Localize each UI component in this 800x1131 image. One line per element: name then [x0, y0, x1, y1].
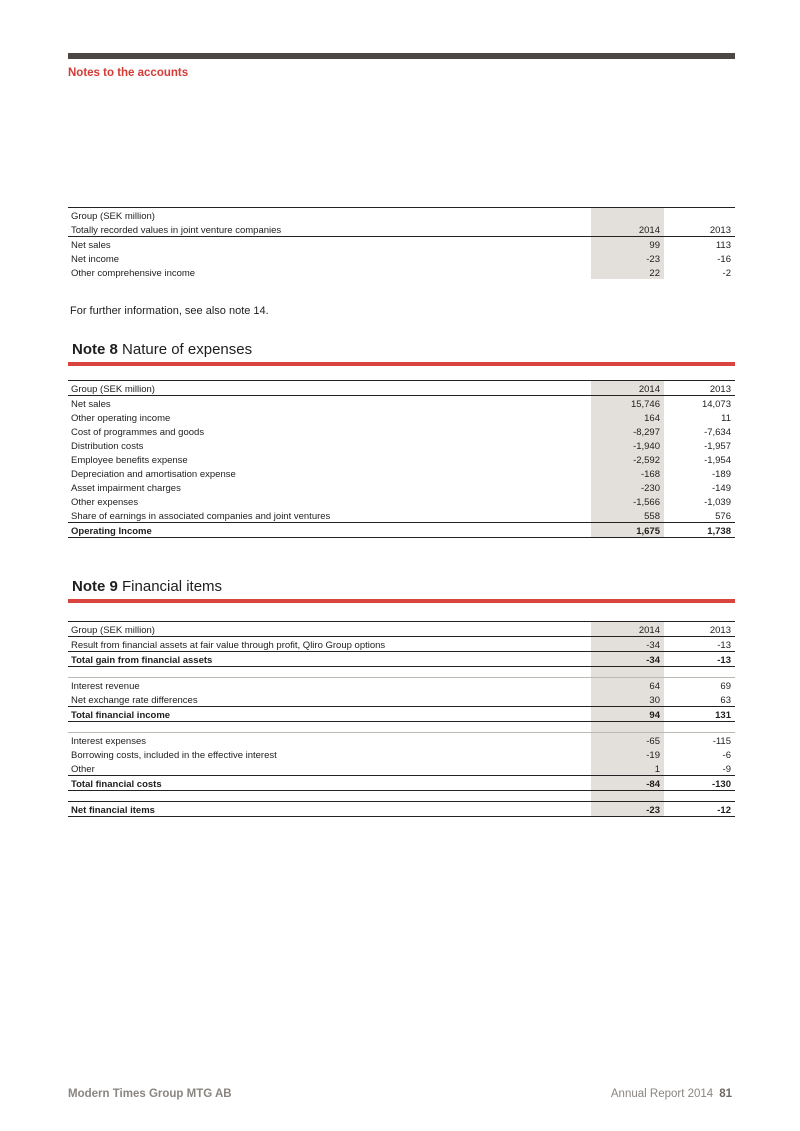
year-2013-header: 2013 [664, 622, 735, 637]
value-2014: 558 [591, 508, 664, 523]
table-row [68, 678, 735, 693]
row-label: Other operating income [71, 413, 171, 424]
value-2013: -2 [722, 268, 731, 279]
table-row [68, 747, 735, 761]
row-label: Other [71, 764, 95, 775]
row-label: Net exchange rate differences [71, 695, 198, 706]
table-row [68, 237, 735, 252]
total-label: Operating Income [68, 523, 591, 538]
table-row [68, 508, 735, 523]
table-row [68, 733, 735, 748]
year-2014-header: 2014 [591, 622, 664, 637]
value-2013: -1,039 [704, 497, 731, 508]
note-title: Financial items [122, 578, 223, 595]
subtotal-label: Total gain from financial assets [68, 652, 591, 667]
subtotal-2014: -84 [591, 776, 664, 791]
row-label: Borrowing costs, included in the effective interest [71, 750, 277, 761]
note-number: Note 8 [72, 341, 118, 358]
table-row [68, 692, 735, 707]
value-2013: -7,634 [704, 427, 731, 438]
value-2014: -168 [591, 466, 664, 480]
value-2014: -1,940 [591, 438, 664, 452]
table-row [68, 761, 735, 776]
footer-company: Modern Times Group MTG AB [68, 1088, 232, 1100]
table-header-row [68, 622, 735, 637]
row-label: Other expenses [71, 497, 139, 508]
subtotal-label: Total financial income [68, 707, 591, 722]
row-label: Depreciation and amortisation expense [71, 469, 236, 480]
value-2014: 22 [591, 265, 664, 279]
subtotal-2013: -130 [664, 776, 735, 791]
table-header-row [68, 208, 735, 223]
row-label: Interest revenue [68, 678, 591, 693]
row-label: Result from financial assets at fair value through profit, Qliro Group options [71, 640, 386, 651]
table-row [68, 396, 735, 411]
subtotal-2013: -13 [664, 652, 735, 667]
value-2014: -34 [591, 637, 664, 652]
value-2013: -6 [722, 750, 731, 761]
row-label: Other comprehensive income [71, 268, 196, 279]
value-2013: -149 [711, 483, 731, 494]
total-2013: 1,738 [664, 523, 735, 538]
total-row [68, 523, 735, 538]
value-2014: 99 [591, 237, 664, 252]
table-row [68, 410, 735, 424]
value-2014: 1 [591, 761, 664, 776]
table-row [68, 494, 735, 508]
row-label: Interest expenses [68, 733, 591, 748]
row-label: Distribution costs [71, 441, 144, 452]
note-9-heading [72, 578, 222, 595]
value-2014: -19 [591, 747, 664, 761]
table-row [68, 424, 735, 438]
value-2014: 164 [591, 410, 664, 424]
net-total-2013: -12 [664, 802, 735, 817]
table-header-row [68, 381, 735, 396]
row-label: Share of earnings in associated companies and joint ventures [71, 511, 331, 522]
net-total-label: Net financial items [68, 802, 591, 817]
value-2014: -65 [591, 733, 664, 748]
value-2014: 64 [591, 678, 664, 693]
joint-venture-table [68, 207, 735, 279]
value-2014: -1,566 [591, 494, 664, 508]
row-label: Employee benefits expense [71, 455, 188, 466]
row-label: Net income [71, 254, 120, 265]
table-row [68, 637, 735, 652]
value-2013: -1,954 [704, 455, 731, 466]
net-total-row [68, 802, 735, 817]
table-row [68, 251, 735, 265]
table-header-label: Group (SEK million) [68, 622, 591, 637]
nature-of-expenses-table [68, 380, 735, 538]
row-label: Net sales [71, 240, 111, 251]
table-row [68, 452, 735, 466]
financial-items-table [68, 621, 735, 817]
value-2013: -16 [717, 254, 731, 265]
value-2013: 11 [721, 413, 731, 424]
value-2013: -9 [722, 764, 731, 775]
value-2013: -13 [717, 640, 731, 651]
value-2013: -1,957 [704, 441, 731, 452]
row-label: Asset impairment charges [71, 483, 181, 494]
year-2013-header: 2013 [664, 222, 735, 237]
value-2013: 69 [664, 678, 735, 693]
note-title: Nature of expenses [122, 341, 253, 358]
footer-report-title: Annual Report 2014 [610, 1088, 714, 1100]
table-row [68, 466, 735, 480]
subtotal-2014: -34 [591, 652, 664, 667]
value-2014: -23 [591, 251, 664, 265]
note-8-rule [68, 362, 735, 366]
page-number: 81 [719, 1088, 732, 1100]
table-header-label: Group (SEK million) [68, 381, 591, 396]
table-row [68, 480, 735, 494]
note-8-heading [72, 341, 252, 358]
value-2014: -2,592 [591, 452, 664, 466]
value-2013: 63 [720, 695, 731, 706]
table-row [68, 265, 735, 279]
value-2013: -115 [664, 733, 735, 748]
subtotal-row [68, 776, 735, 791]
header-rule [68, 53, 735, 59]
subtotal-2013: 131 [664, 707, 735, 722]
net-total-2014: -23 [591, 802, 664, 817]
footnote: For further information, see also note 14. [70, 305, 269, 317]
note-number: Note 9 [72, 578, 118, 595]
value-2014: -8,297 [591, 424, 664, 438]
value-2013: 14,073 [701, 399, 731, 410]
subtotal-row [68, 652, 735, 667]
table-row [68, 438, 735, 452]
total-2014: 1,675 [591, 523, 664, 538]
row-label: Net sales [71, 399, 111, 410]
table-header-label: Group (SEK million) [68, 208, 591, 223]
note-9-rule [68, 599, 735, 603]
value-2014: -230 [591, 480, 664, 494]
section-title: Notes to the accounts [68, 67, 189, 79]
year-2014-header: 2014 [591, 222, 664, 237]
subtotal-label: Total financial costs [68, 776, 591, 791]
value-2013: -189 [711, 469, 731, 480]
subtotal-row [68, 707, 735, 722]
value-2013: 113 [715, 240, 731, 251]
table-header-row [68, 222, 735, 237]
year-2013-header: 2013 [664, 381, 735, 396]
year-2014-header: 2014 [591, 381, 664, 396]
row-label: Cost of programmes and goods [71, 427, 205, 438]
table-header-label: Totally recorded values in joint venture companies [68, 222, 591, 237]
value-2014: 30 [591, 692, 664, 707]
footer-report [611, 1088, 732, 1100]
subtotal-2014: 94 [591, 707, 664, 722]
value-2013: 576 [715, 511, 731, 522]
value-2014: 15,746 [591, 396, 664, 411]
